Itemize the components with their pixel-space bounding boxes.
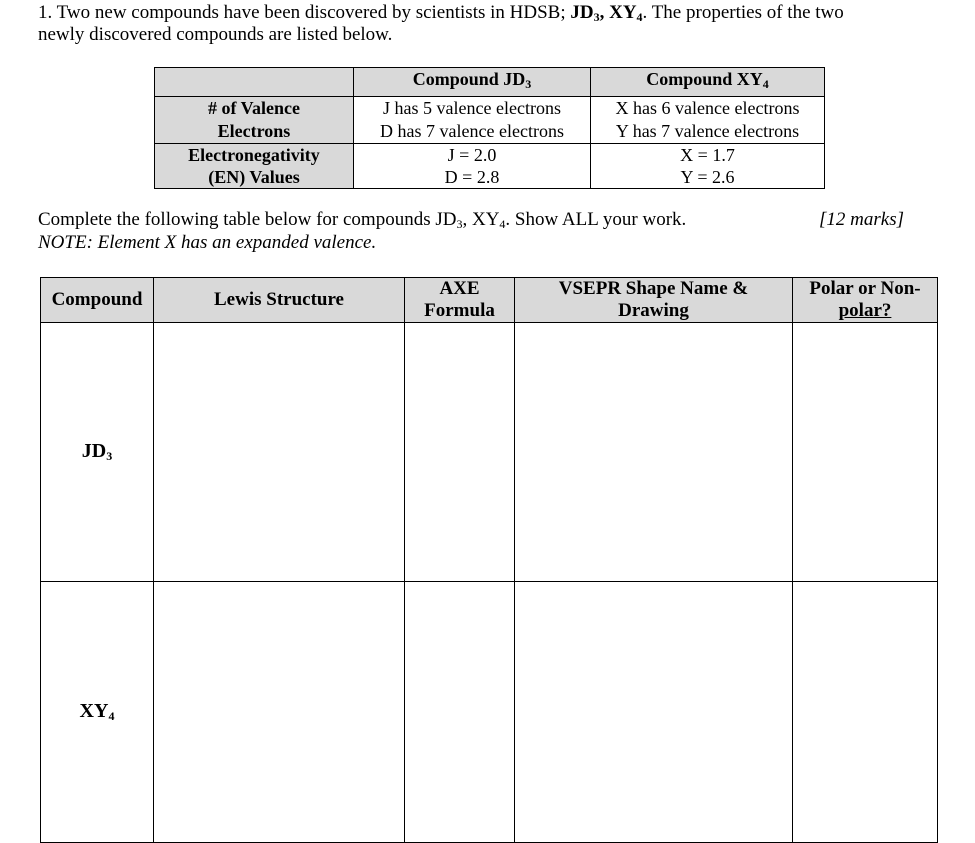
header-compound-xy4: Compound $XY_4$ — [591, 68, 825, 97]
jd3-en-values: J = 2.0 D = 2.8 — [354, 144, 591, 189]
answer-cell-axe-xy4[interactable] — [405, 582, 515, 843]
answer-cell-lewis-jd3[interactable] — [154, 323, 405, 582]
question-intro-end: . The properties of the two — [642, 2, 844, 23]
answer-cell-polar-jd3[interactable] — [793, 323, 938, 582]
note-text: NOTE: Element X has an expanded valence. — [38, 232, 377, 253]
question-text-line-2: newly discovered compounds are listed below. — [38, 24, 393, 45]
col-header-lewis: Lewis Structure — [154, 278, 405, 323]
work-table — [40, 277, 938, 843]
valence-label: # of Valence Electrons — [155, 97, 354, 144]
jd3-valence-values: J has 5 valence electrons D has 7 valence electrons — [354, 97, 591, 144]
answer-cell-vsepr-jd3[interactable] — [515, 323, 793, 582]
col-header-axe: AXE Formula — [405, 278, 515, 323]
instructions-text: Complete the following table below for compounds $JD_3$, $XY_4$. Show ALL your work. — [38, 209, 687, 231]
electronegativity-row — [155, 144, 825, 189]
properties-header-row — [155, 68, 825, 97]
answer-cell-lewis-xy4[interactable] — [154, 582, 405, 843]
answer-cell-polar-xy4[interactable] — [793, 582, 938, 843]
properties-table — [154, 67, 825, 189]
valence-row — [155, 97, 825, 144]
col-header-compound: Compound — [41, 278, 154, 323]
answer-cell-vsepr-xy4[interactable] — [515, 582, 793, 843]
electronegativity-label: Electronegativity (EN) Values — [155, 144, 354, 189]
xy4-en-values: X = 1.7 Y = 2.6 — [591, 144, 825, 189]
marks-label: [12 marks] — [819, 209, 904, 230]
answer-cell-axe-jd3[interactable] — [405, 323, 515, 582]
col-header-polar: Polar or Non- polar? — [793, 278, 938, 323]
row-label-jd3: $JD_3$ — [41, 323, 154, 582]
work-row-jd3 — [41, 323, 938, 582]
properties-corner-cell — [155, 68, 354, 97]
work-header-row — [41, 278, 938, 323]
formula-jd3: $JD_3$, $XY_4$ — [570, 2, 643, 24]
question-intro: 1. Two new compounds have been discovered by scientists in HDSB; — [38, 2, 571, 23]
xy4-valence-values: X has 6 valence electrons Y has 7 valence electrons — [591, 97, 825, 144]
row-label-xy4: $XY_4$ — [41, 582, 154, 843]
work-row-xy4 — [41, 582, 938, 843]
col-header-vsepr: VSEPR Shape Name & Drawing — [515, 278, 793, 323]
header-compound-jd3: Compound $JD_3$ — [354, 68, 591, 97]
